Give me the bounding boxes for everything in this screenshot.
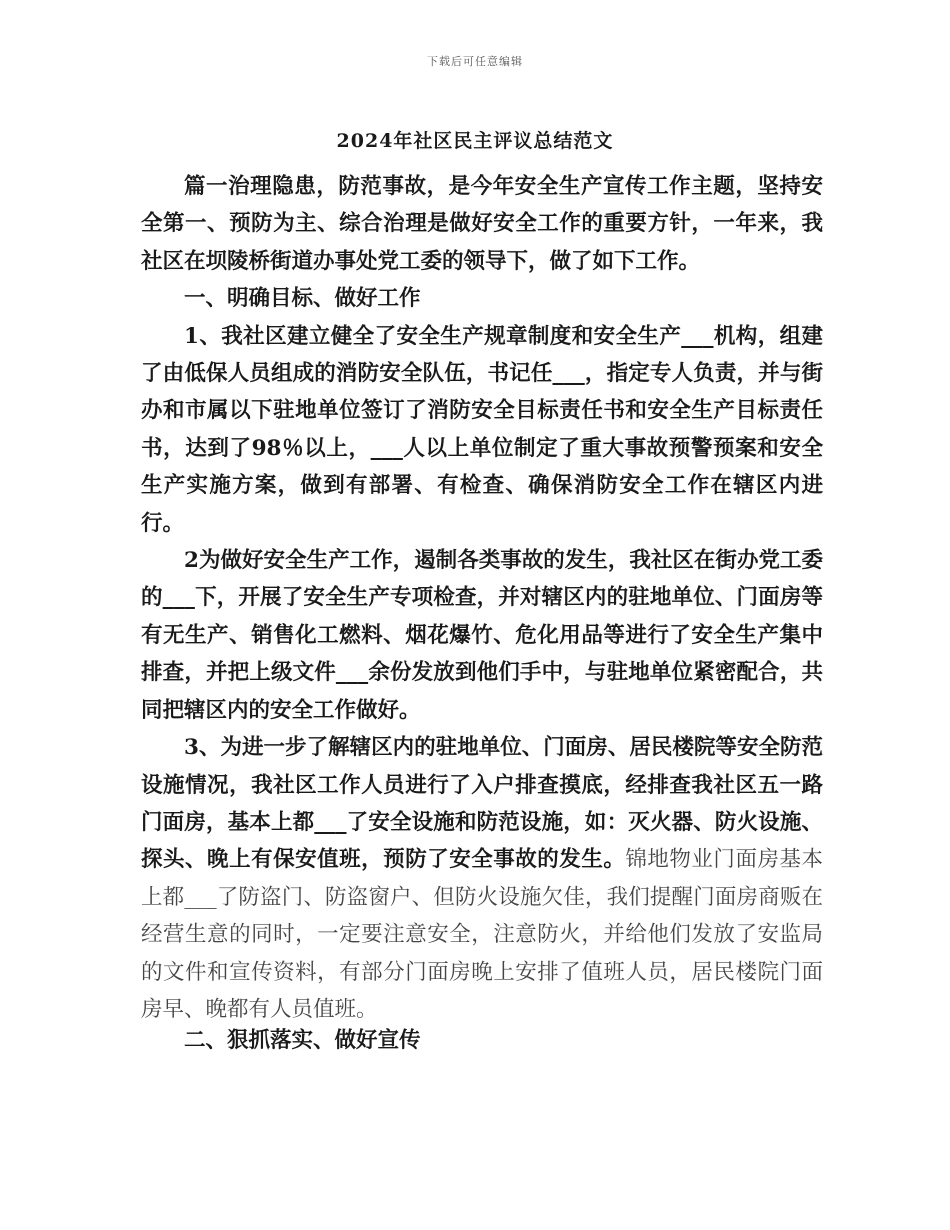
intro-paragraph: 篇一治理隐患，防范事故，是今年安全生产宣传工作主题，坚持安全第一、预防为主、综合治理是做好安全工作的重要方针，一年来，我社区在坝陵桥街道办事处党工委的领导下，做了如下工作。 bbox=[141, 174, 823, 274]
item3-light-text: 锦地物业门面房基本上都___了防盗门、防盗窗户、但防火设施欠佳，我们提醒门面房商贩在经营生意的同时，一定要注意安全，注意防火，并给他们发放了安监局的文件和宣传资料，有部分门面房晚上安排了值班人员，居民楼院门面房早、晚都有人员值班。 bbox=[141, 847, 823, 1022]
item3-paragraph bbox=[141, 729, 823, 1028]
document-title: 2024年社区民主评议总结范文 bbox=[336, 130, 614, 152]
document-body bbox=[141, 168, 823, 1028]
section2-heading: 二、狠抓落实、做好宣传 bbox=[184, 1028, 421, 1053]
item3-bold-text: 3、为进一步了解辖区内的驻地单位、门面房、居民楼院等安全防范设施情况，我社区工作人员进行了入户排查摸底，经排查我社区五一路门面房，基本上都___了安全设施和防范设施，如：灭火器、防火设施、探头、晚上有保安值班，预防了安全事故的发生。 bbox=[141, 735, 823, 873]
item1-paragraph: 1、我社区建立健全了安全生产规章制度和安全生产___机构，组建了由低保人员组成的消防安全队伍，书记任___，指定专人负责，并与街办和市属以下驻地单位签订了消防安全目标责任书和安全生产目标责任书，达到了98％以上，___人以上单位制定了重大事故预警预案和安全生产实施方案，做到有部署、有检查、确保消防安全工作在辖区内进行。 bbox=[141, 323, 823, 536]
item2-paragraph: 2为做好安全生产工作，遏制各类事故的发生，我社区在街办党工委的___下，开展了安全生产专项检查，并对辖区内的驻地单位、门面房等有无生产、销售化工燃料、烟花爆竹、危化用品等进行了安全生产集中排查，并把上级文件___余份发放到他们手中，与驻地单位紧密配合，共同把辖区内的安全工作做好。 bbox=[141, 548, 823, 723]
header-note: 下载后可任意编辑 bbox=[427, 55, 523, 68]
section1-heading: 一、明确目标、做好工作 bbox=[184, 286, 421, 312]
